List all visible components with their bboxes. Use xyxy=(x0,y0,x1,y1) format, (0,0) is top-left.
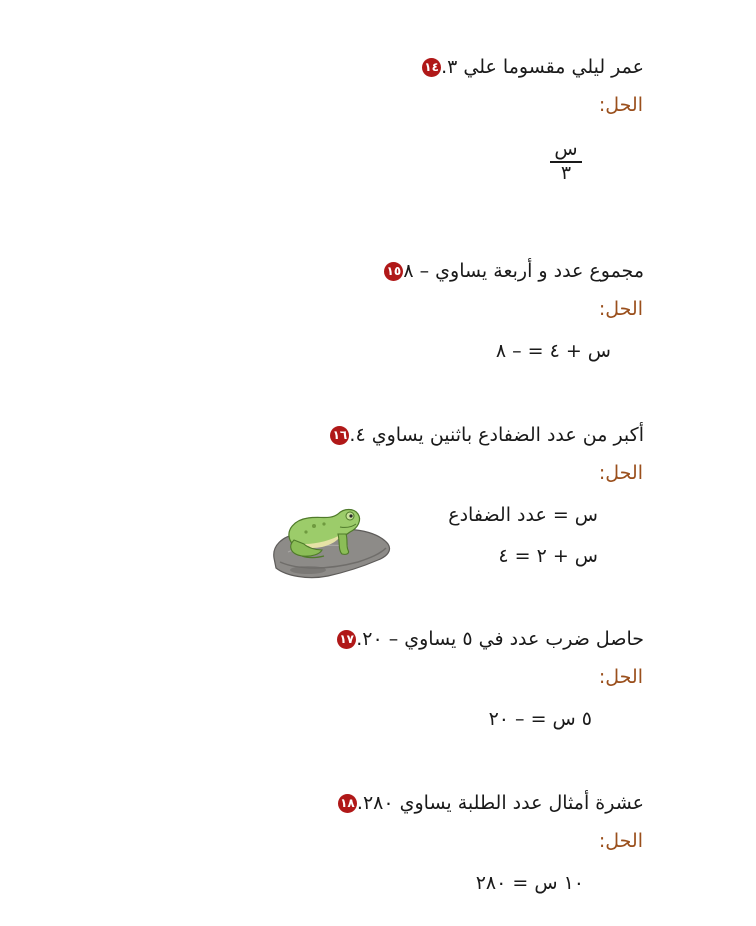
frog-on-rock-icon xyxy=(268,500,394,582)
question-17 xyxy=(328,624,644,654)
fraction-denominator: ٣ xyxy=(560,162,572,184)
question-number-badge: ١٦ xyxy=(330,426,349,445)
solution-label: الحل: xyxy=(598,666,643,688)
frog-illustration xyxy=(268,500,394,582)
equation: س + ٤ = – ٨ xyxy=(495,340,611,362)
question-number-badge: ١٥ xyxy=(384,262,403,281)
fraction-numerator: س xyxy=(554,138,578,160)
equation: ١٠ س = ٢٨٠ xyxy=(475,872,584,894)
question-text: عشرة أمثال عدد الطلبة يساوي ٢٨٠. xyxy=(356,792,644,814)
equation: س + ٢ = ٤ xyxy=(498,545,598,567)
solution-label: الحل: xyxy=(598,462,643,484)
equation: ٥ س = – ٢٠ xyxy=(488,708,592,730)
solution-label: الحل: xyxy=(598,94,643,116)
question-text: أكبر من عدد الضفادع باثنين يساوي ٤. xyxy=(349,424,644,446)
question-16 xyxy=(321,420,644,450)
question-15 xyxy=(375,256,644,286)
question-text: عمر ليلي مقسوما علي ٣. xyxy=(441,56,644,78)
fraction-answer xyxy=(548,138,584,183)
solution-label: الحل: xyxy=(598,298,643,320)
question-number-badge: ١٧ xyxy=(337,630,356,649)
solution-label: الحل: xyxy=(598,830,643,852)
question-number-badge: ١٨ xyxy=(338,794,357,813)
question-14 xyxy=(413,52,644,82)
question-number-badge: ١٤ xyxy=(422,58,441,77)
equation: س = عدد الضفادع xyxy=(448,504,598,526)
question-text: حاصل ضرب عدد في ٥ يساوي – ٢٠. xyxy=(356,628,644,650)
question-text: مجموع عدد و أربعة يساوي – ٨ xyxy=(403,260,644,282)
question-18 xyxy=(329,788,644,818)
